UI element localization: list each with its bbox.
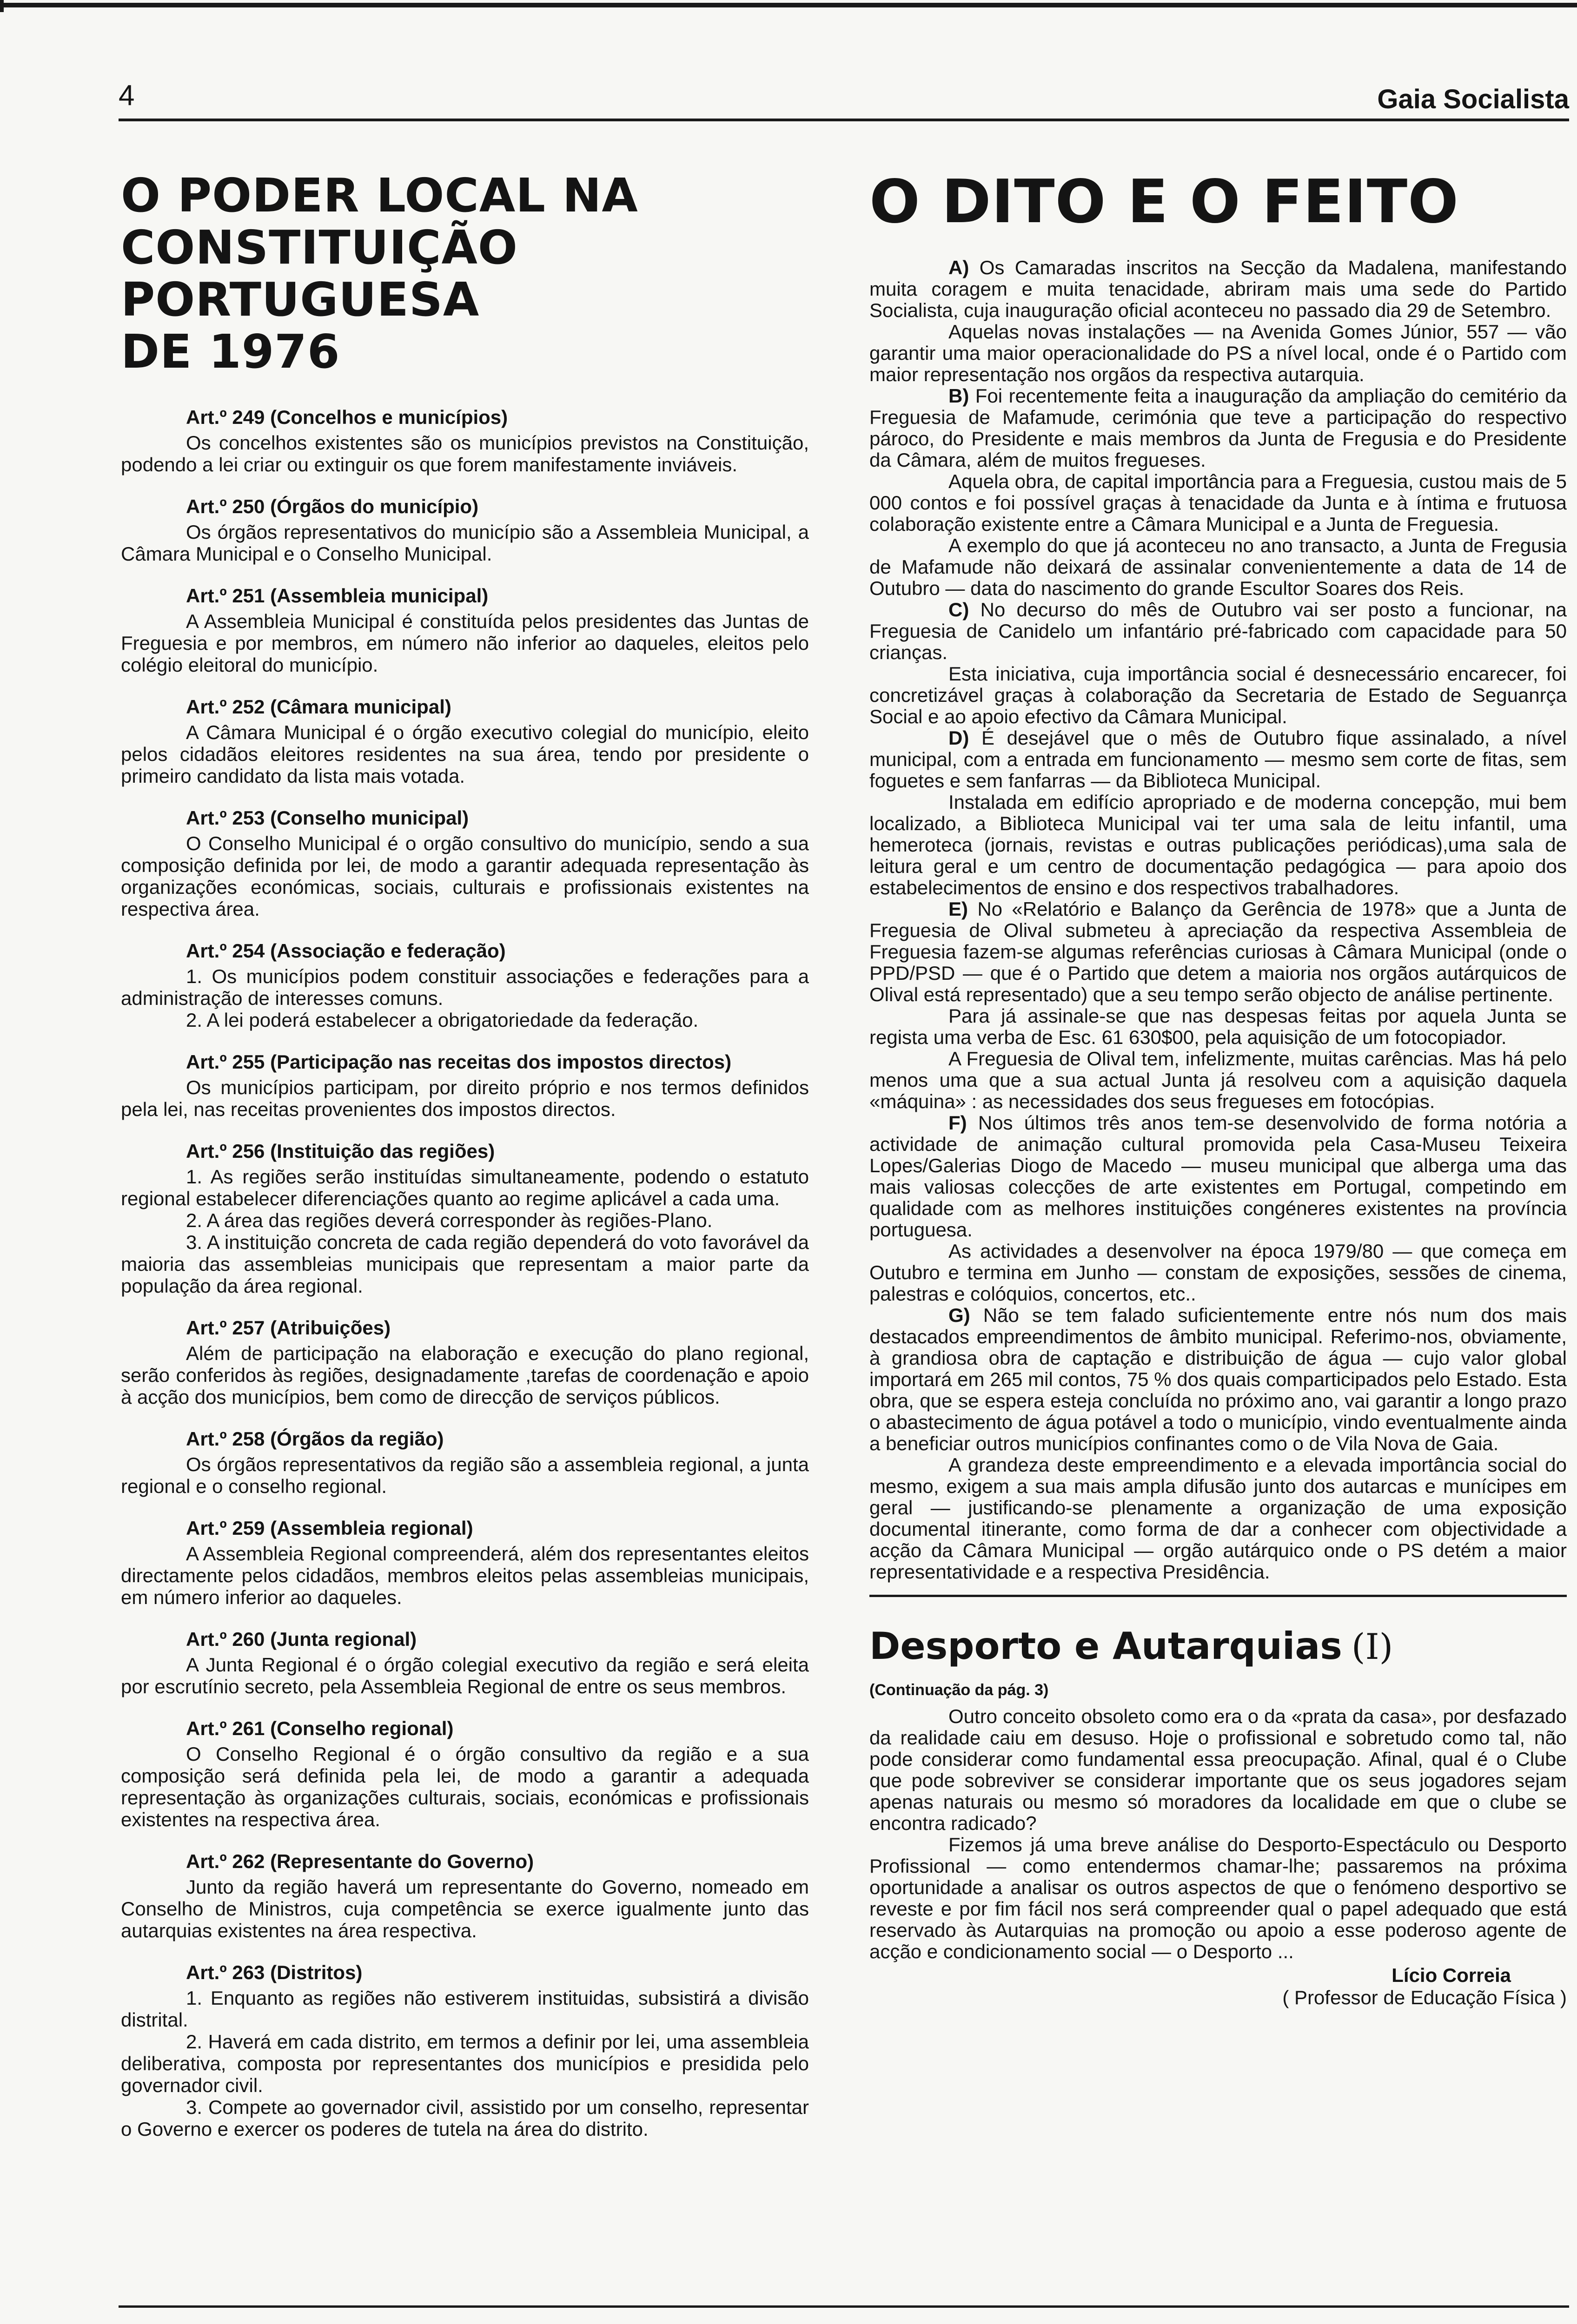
continuation-note: (Continuação da pág. 3): [869, 1681, 1049, 1699]
dito-paragraph: [869, 385, 1567, 471]
article-paragraph: 3. A instituição concreta de cada região dependerá do voto favorável da maioria das assembleias municipais que representam a maior parte da população da área regional.: [121, 1231, 809, 1297]
article-body: [121, 1076, 809, 1120]
article-body: [121, 1654, 809, 1697]
dito-paragraph: [869, 1305, 1567, 1454]
article: [121, 1316, 809, 1408]
article-paragraph: A Assembleia Municipal é constituída pelos presidentes das Juntas de Freguesia e por membros, em número não inferior ao daqueles, eleitos pelo colégio eleitoral do município.: [121, 610, 809, 676]
paragraph-text: Foi recentemente feita a inauguração da ampliação do cemitério da Freguesia de Mafamude, cerimónia que teve a participação do respectivo pároco, do Presidente e mais membros da Junta de Fregusia e do Presidente da Câmara, além de muitos fregueses.: [869, 385, 1567, 471]
paragraph-text: A Freguesia de Olival tem, infelizmente, muitas carências. Mas há pelo menos uma que a sua actual Junta já resolveu com a aquisição daquela «máquina» : as necessidades dos seus fregueses em fotocópias.: [869, 1048, 1567, 1112]
article: [121, 806, 809, 920]
desporto-paragraph: Fizemos já uma breve análise do Desporto-Espectáculo ou Desporto Profissional — como entendermos chamar-lhe; passaremos na próxima oportunidade a analisar os outros aspectos de que o fenómeno desportivo se reveste e por fim fácil nos será compreender qual o papel adequado que está reservado às Autarquias na promoção ou apoio a esse poderoso agente de acção e condicionamento social — o Desporto ...: [869, 1834, 1567, 1962]
article-heading: Art.º 253 (Conselho municipal): [186, 807, 469, 829]
article-paragraph: 1. Enquanto as regiões não estiverem instituidas, subsistirá a divisão distrital.: [121, 1987, 809, 2031]
dito-paragraph: [869, 663, 1567, 727]
article-heading: Art.º 250 (Órgãos do município): [186, 495, 479, 517]
left-title-line: O PODER LOCAL NA: [121, 168, 638, 223]
dito-paragraph: [869, 1112, 1567, 1241]
article-body: [121, 721, 809, 787]
page-number: 4: [119, 79, 135, 112]
dito-e-feito-body: [869, 257, 1567, 1583]
paragraph-label: F): [948, 1112, 967, 1134]
article-paragraph: O Conselho Regional é o órgão consultivo da região e a sua composição será definida pela lei, de modo a garantir a adequada representação às organizações culturais, sociais, económicas e profissionais existentes na respectiva área.: [121, 1743, 809, 1830]
article: [121, 1961, 809, 2140]
article-paragraph: 2. A lei poderá estabelecer a obrigatoriedade da federação.: [186, 1009, 699, 1031]
article-heading: Art.º 261 (Conselho regional): [186, 1717, 454, 1739]
article: [121, 1850, 809, 1941]
article-body: [121, 965, 809, 1031]
article-heading: Art.º 251 (Assembleia municipal): [186, 585, 489, 607]
paragraph-text: No «Relatório e Balanço da Gerência de 1978» que a Junta de Freguesia de Olival submeteu à apreciação da respectiva Assembleia de Freguesia fazem-se algumas referências curiosas à Câmara Municipal (onde o PPD/PSD — que é o Partido que detem a maioria nos orgãos autárquicos de Olival está representado) que a seu tempo serão objecto de análise pertinente.: [869, 898, 1567, 1005]
article-heading: Art.º 258 (Órgãos da região): [186, 1428, 444, 1450]
right-article-title: O DITO E O FEITO: [869, 167, 1459, 237]
dito-paragraph: [869, 599, 1567, 663]
article-heading: Art.º 255 (Participação nas receitas dos impostos directos): [186, 1051, 732, 1073]
article-body: [121, 1987, 809, 2140]
article-body: [121, 1342, 809, 1408]
dito-paragraph: [869, 1454, 1567, 1583]
article-paragraph: Os órgãos representativos do município são a Assembleia Municipal, a Câmara Municipal e o Conselho Municipal.: [121, 521, 809, 565]
article-heading: Art.º 252 (Câmara municipal): [186, 696, 451, 718]
constitution-articles: [121, 406, 809, 2140]
footer-rule: [119, 2305, 1569, 2308]
article-heading: Art.º 256 (Instituição das regiões): [186, 1140, 495, 1162]
dito-paragraph: [869, 792, 1567, 898]
paragraph-text: Esta iniciativa, cuja importância social é desnecessário encarecer, foi concretizável graças à colaboração da Secretaria de Estado de Seguanrça Social e ao apoio efectivo da Câmara Municipal.: [869, 663, 1567, 727]
article-paragraph: 2. A área das regiões deverá corresponder às regiões-Plano.: [186, 1209, 713, 1231]
article-paragraph: O Conselho Municipal é o orgão consultivo do município, sendo a sua composição definida por lei, de modo a garantir adequada representação às organizações económicas, sociais, culturais e profissionais existentes na respectiva área.: [121, 832, 809, 920]
paragraph-text: As actividades a desenvolver na época 1979/80 — que começa em Outubro e termina em Junho — constam de exposições, sessões de cinema, palestras e colóquios, concertos, etc..: [869, 1240, 1567, 1305]
desporto-title-text: Desporto e Autarquias: [869, 1624, 1342, 1668]
article-paragraph: Além de participação na elaboração e execução do plano regional, serão conferidos às regiões, designadamente ,tarefas de coordenação e apoio à acção dos municípios, bem como de direcção de serviços públicos.: [121, 1342, 809, 1408]
dito-paragraph: [869, 535, 1567, 599]
dito-paragraph: [869, 1005, 1567, 1048]
article-paragraph: A Câmara Municipal é o órgão executivo colegial do município, eleito pelos cidadãos eleitores residentes na sua área, tendo por presidente o primeiro candidato da lista mais votada.: [121, 721, 809, 787]
right-column: [869, 139, 1567, 2009]
paragraph-text: É desejável que o mês de Outubro fique assinalado, a nível municipal, com a entrada em funcionamento — mesmo sem corte de fitas, sem foguetes e sem fanfarras — da Biblioteca Municipal.: [869, 727, 1567, 792]
paragraph-text: No decurso do mês de Outubro vai ser posto a funcionar, na Freguesia de Canidelo um infantário pré-fabricado com capacidade para 50 crianças.: [869, 599, 1567, 663]
dito-paragraph: [869, 1241, 1567, 1305]
article-body: [121, 610, 809, 676]
article-body: [121, 1876, 809, 1941]
article: [121, 495, 809, 565]
paragraph-text: Instalada em edifício apropriado e de moderna concepção, mui bem localizado, a Biblioteca Municipal vai ter uma sala de leitu infantil, uma hemeroteca (jornais, revistas e outras publicações periódicas),uma sala de leitura geral e um centro de documentação pedagógica — para apoio dos estabelecimentos de ensino e dos respectivos trabalhadores.: [869, 791, 1567, 898]
paragraph-label: B): [948, 385, 969, 407]
left-title-line: CONSTITUIÇÃO PORTUGUESA: [121, 220, 518, 327]
article-body: [121, 832, 809, 920]
dito-paragraph: [869, 321, 1567, 385]
paragraph-label: C): [948, 599, 969, 621]
desporto-title: [869, 1625, 1567, 1668]
author-role: ( Professor de Educação Física ): [1282, 1987, 1567, 2008]
article-heading: Art.º 262 (Representante do Governo): [186, 1850, 534, 1872]
article-paragraph: Junto da região haverá um representante do Governo, nomeado em Conselho de Ministros, cuja competência se exerce igualmente junto das autarquias existentes na área respectiva.: [121, 1876, 809, 1941]
article-body: [121, 521, 809, 565]
dito-paragraph: [869, 471, 1567, 535]
paragraph-text: A exemplo do que já aconteceu no ano transacto, a Junta de Fregusia de Mafamude não deixará de assinalar convenientemente a data de 14 de Outubro — data do nascimento do grande Escultor Soares dos Reis.: [869, 535, 1567, 599]
article-paragraph: Os órgãos representativos da região são a assembleia regional, a junta regional e o conselho regional.: [121, 1453, 809, 1497]
article: [121, 695, 809, 787]
paragraph-text: Para já assinale-se que nas despesas feitas por aquela Junta se regista uma verba de Esc. 61 630$00, pela aquisição de um fotocopiador.: [869, 1005, 1567, 1048]
article-heading: Art.º 260 (Junta regional): [186, 1628, 417, 1650]
article-heading: Art.º 257 (Atribuições): [186, 1317, 391, 1339]
paragraph-label: G): [948, 1304, 970, 1326]
article-heading: Art.º 263 (Distritos): [186, 1961, 363, 1983]
article: [121, 584, 809, 676]
article-paragraph: 3. Compete ao governador civil, assistido por um conselho, representar o Governo e exercer os poderes de tutela na área do distrito.: [121, 2096, 809, 2140]
desporto-body: [869, 1706, 1567, 1962]
article-body: [121, 1743, 809, 1830]
left-title-line: DE 1976: [121, 324, 340, 379]
article-body: [121, 1166, 809, 1297]
publication-name: Gaia Socialista: [1377, 84, 1569, 114]
dito-paragraph: [869, 898, 1567, 1005]
dito-paragraph: [869, 727, 1567, 792]
article-body: [121, 1543, 809, 1608]
article: [121, 1140, 809, 1297]
article-body: [121, 1453, 809, 1497]
paragraph-text: Nos últimos três anos tem-se desenvolvido de forma notória a actividade de animação cultural promovida pela Casa-Museu Teixeira Lopes/Galerias Diogo de Macedo — museu municipal que alberga uma das mais valiosas colecções de arte existentes em Portugal, competindo em qualidade com as melhores instituições congéneres existentes na província portuguesa.: [869, 1112, 1567, 1241]
desporto-title-numeral: (I): [1351, 1626, 1393, 1667]
article: [121, 1628, 809, 1697]
dito-paragraph: [869, 257, 1567, 321]
article-paragraph: A Assembleia Regional compreenderá, além dos representantes eleitos directamente pelos cidadãos, membros eleitos pelas assembleias municipais, em número inferior ao daqueles.: [121, 1543, 809, 1608]
paragraph-text: Os Camaradas inscritos na Secção da Madalena, manifestando muita coragem e muita tenacidade, abriram mais uma sede do Partido Socialista, cuja inauguração oficial aconteceu no passado dia 29 de Setembro.: [869, 257, 1567, 321]
article-paragraph: 2. Haverá em cada distrito, em termos a definir por lei, uma assembleia deliberativa, composta por representantes dos municípios e presidida pelo governador civil.: [121, 2031, 809, 2096]
paragraph-label: E): [948, 898, 968, 920]
author-name: Lício Correia: [1391, 1964, 1511, 1986]
article-paragraph: Os municípios participam, por direito próprio e nos termos definidos pela lei, nas receitas provenientes dos impostos directos.: [121, 1076, 809, 1120]
article-heading: Art.º 249 (Concelhos e municípios): [186, 406, 508, 428]
article: [121, 1050, 809, 1120]
top-rule: [0, 3, 1577, 7]
paragraph-text: Aquela obra, de capital importância para a Freguesia, custou mais de 5 000 contos e foi possível graças à tenacidade da Junta e à íntima e frutuosa colaboração existente entre a Câmara Municipal e a Junta de Freguesia.: [869, 470, 1567, 535]
article: [121, 1717, 809, 1830]
left-column: [121, 139, 809, 2159]
paragraph-label: A): [948, 257, 969, 278]
article: [121, 1427, 809, 1497]
left-article-title: [121, 170, 809, 378]
paragraph-text: Não se tem falado suficientemente entre nós num dos mais destacados empreendimentos de âmbito municipal. Referimo-nos, obviamente, à grandiosa obra de captação e distribuição de água — cujo valor global importará em 265 mil contos, 75 % dos quais comparticipados pelo Estado. Esta obra, que se espera esteja concluída no próximo ano, vai garantir a longo prazo o abastecimento de água potável a todo o município, vindo eventualmente ainda a beneficiar outros municípios confinantes como o de Vila Nova de Gaia.: [869, 1304, 1567, 1454]
article: [121, 406, 809, 475]
header-rule: [119, 119, 1569, 121]
article: [121, 939, 809, 1031]
dito-paragraph: [869, 1048, 1567, 1112]
article-paragraph: Os concelhos existentes são os municípios previstos na Constituição, podendo a lei criar ou extinguir os que forem manifestamente inviáveis.: [121, 432, 809, 475]
desporto-paragraph: Outro conceito obsoleto como era o da «prata da casa», por desfazado da realidade caiu em desuso. Hoje o profissional e sobretudo como tal, não pode considerar como fundamental essa preocupação. Afinal, qual é o Clube que pode sobreviver se considerar importante que os seus jogadores sejam apenas naturais ou mesmo só moradores da localidade em que o clube se encontra radicado?: [869, 1705, 1567, 1834]
paragraph-label: D): [948, 727, 969, 749]
article: [121, 1517, 809, 1608]
article-paragraph: 1. As regiões serão instituídas simultaneamente, podendo o estatuto regional estabelecer diferenciações quanto ao regime aplicável a cada uma.: [121, 1166, 809, 1209]
top-rule-tick: [0, 0, 36, 12]
section-separator: [869, 1595, 1567, 1597]
article-paragraph: A Junta Regional é o órgão colegial executivo da região e será eleita por escrutínio secreto, pela Assembleia Regional de entre os seus membros.: [121, 1654, 809, 1697]
paragraph-text: Aquelas novas instalações — na Avenida Gomes Júnior, 557 — vão garantir uma maior operacionalidade do PS a nível local, onde é o Partido com maior representação nos orgãos da respectiva autarquia.: [869, 321, 1567, 385]
article-heading: Art.º 254 (Associação e federação): [186, 940, 506, 962]
article-body: [121, 432, 809, 475]
article-heading: Art.º 259 (Assembleia regional): [186, 1517, 473, 1539]
article-paragraph: 1. Os municípios podem constituir associações e federações para a administração de interesses comuns.: [121, 965, 809, 1009]
paragraph-text: A grandeza deste empreendimento e a elevada importância social do mesmo, exigem a sua mais ampla difusão junto dos autarcas e munícipes em geral — justificando-se plenamente a organização de uma exposição documental itinerante, como forma de dar a conhecer com objectividade a acção da Câmara Municipal — orgão autárquico onde o PS detém a maior representatividade e a respectiva Presidência.: [869, 1454, 1567, 1583]
